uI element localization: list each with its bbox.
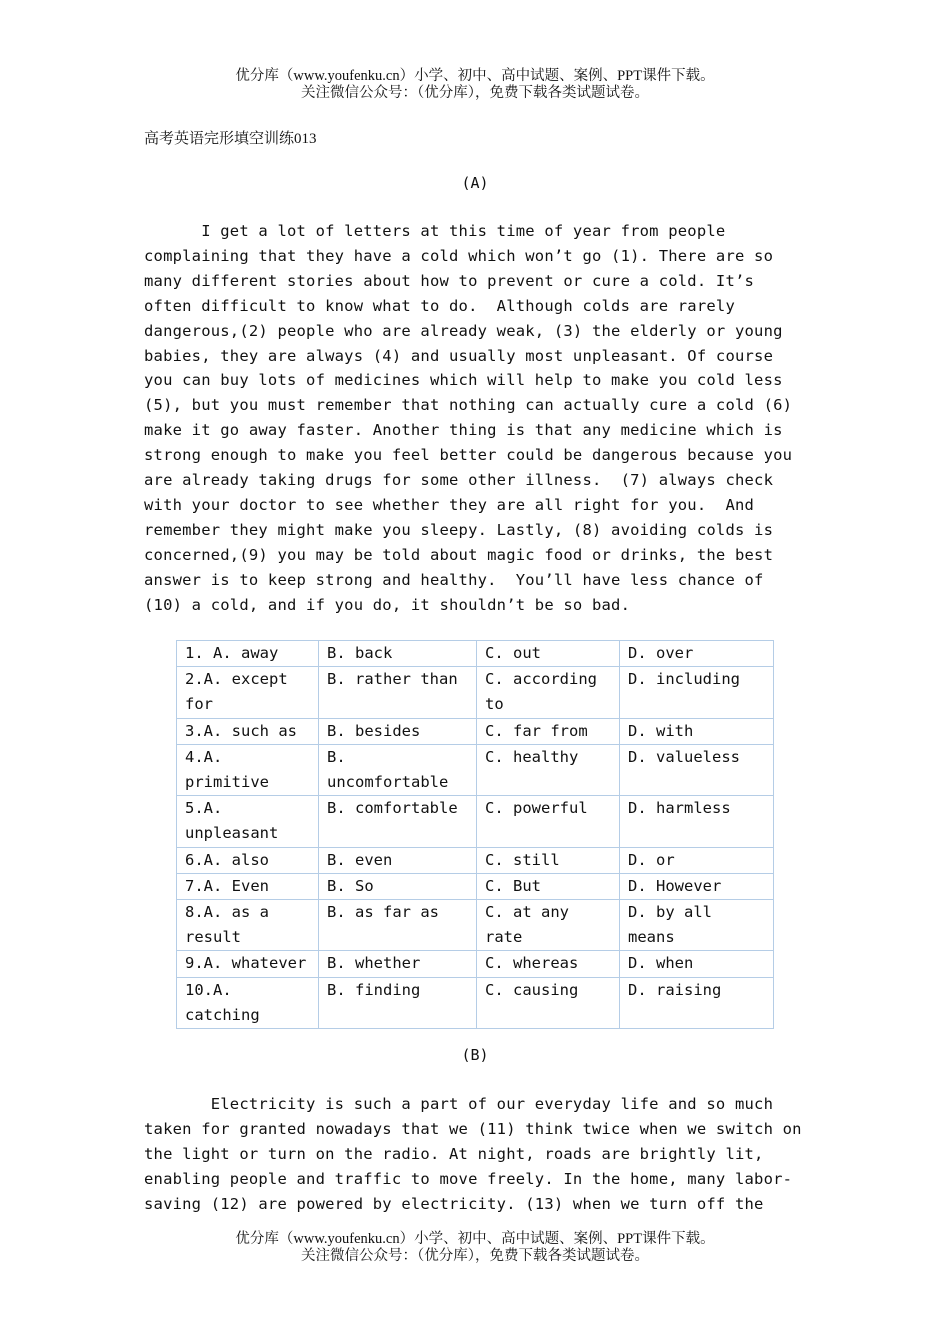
passage-line: the light or turn on the radio. At night, roads are brightly lit,: [144, 1144, 764, 1163]
option-cell: 6.A. also: [177, 847, 319, 873]
section-b-label: (B): [461, 1046, 489, 1064]
option-cell: 1. A. away: [177, 641, 319, 667]
document-title: 高考英语完形填空训练013: [144, 131, 317, 147]
section-a-label: (A): [461, 174, 489, 192]
option-cell: B. back: [319, 641, 477, 667]
option-cell: D. when: [620, 951, 774, 977]
option-cell: C. out: [477, 641, 620, 667]
passage-line: with your doctor to see whether they are all right for you. And: [144, 495, 755, 514]
passage-line: answer is to keep strong and healthy. You’ll have less chance of: [144, 570, 764, 589]
passage-line: Electricity is such a part of our everyday life and so much: [144, 1095, 774, 1113]
option-row: [177, 718, 774, 744]
option-row: [177, 641, 774, 667]
footer-line-1: 优分库（www.youfenku.cn）小学、初中、高中试题、案例、PPT课件下载。: [235, 1231, 715, 1247]
option-cell: 10.A. catching: [177, 977, 319, 1028]
option-row: [177, 667, 774, 718]
option-cell: 2.A. except for: [177, 667, 319, 718]
header-line-1: 优分库（www.youfenku.cn）小学、初中、高中试题、案例、PPT课件下载。: [235, 68, 715, 84]
option-row: [177, 951, 774, 977]
passage-line: saving (12) are powered by electricity. (13) when we turn off the: [144, 1194, 764, 1213]
option-cell: D. harmless: [620, 796, 774, 847]
option-cell: B. as far as: [319, 900, 477, 951]
option-cell: B. comfortable: [319, 796, 477, 847]
passage-line: concerned,(9) you may be told about magic food or drinks, the best: [144, 545, 774, 564]
answer-options-table: [176, 640, 774, 1029]
option-cell: C. powerful: [477, 796, 620, 847]
option-cell: D. However: [620, 873, 774, 899]
passage-line: strong enough to make you feel better could be dangerous because you: [144, 446, 793, 465]
option-cell: B. besides: [319, 718, 477, 744]
passage-line: remember they might make you sleepy. Lastly, (8) avoiding colds is: [144, 520, 774, 539]
header-line-2: 关注微信公众号：（优分库），免费下载各类试题试卷。: [301, 85, 649, 101]
option-cell: 5.A. unpleasant: [177, 796, 319, 847]
option-row: [177, 900, 774, 951]
passage-line: (5), but you must remember that nothing can actually cure a cold (6): [144, 396, 793, 415]
option-row: [177, 873, 774, 899]
passage-a: [144, 219, 792, 618]
option-cell: D. including: [620, 667, 774, 718]
option-row: [177, 744, 774, 795]
option-row: [177, 977, 774, 1028]
passage-line: taken for granted nowadays that we (11) think twice when we switch on: [144, 1119, 802, 1138]
option-cell: C. whereas: [477, 951, 620, 977]
passage-line: complaining that they have a cold which won’t go (1). There are so: [144, 246, 774, 265]
option-cell: C. causing: [477, 977, 620, 1028]
passage-line: you can buy lots of medicines which will help to make you cold less: [144, 371, 783, 390]
option-cell: D. over: [620, 641, 774, 667]
option-cell: D. raising: [620, 977, 774, 1028]
option-cell: C. at any rate: [477, 900, 620, 951]
option-cell: D. by all means: [620, 900, 774, 951]
footer-line-2: 关注微信公众号：（优分库），免费下载各类试题试卷。: [301, 1248, 649, 1264]
option-cell: B. rather than: [319, 667, 477, 718]
option-cell: B. whether: [319, 951, 477, 977]
option-cell: C. healthy: [477, 744, 620, 795]
option-cell: 7.A. Even: [177, 873, 319, 899]
option-cell: C. far from: [477, 718, 620, 744]
passage-line: are already taking drugs for some other illness. (7) always check: [144, 471, 774, 490]
option-cell: 9.A. whatever: [177, 951, 319, 977]
passage-line: many different stories about how to prevent or cure a cold. It’s: [144, 271, 755, 290]
passage-line: babies, they are always (4) and usually most unpleasant. Of course: [144, 346, 774, 365]
option-cell: C. according to: [477, 667, 620, 718]
option-cell: 4.A. primitive: [177, 744, 319, 795]
option-cell: D. valueless: [620, 744, 774, 795]
passage-line: enabling people and traffic to move freely. In the home, many labor-: [144, 1169, 793, 1188]
page-footer: [0, 1231, 950, 1265]
passage-line: make it go away faster. Another thing is that any medicine which is: [144, 421, 783, 440]
option-cell: B. even: [319, 847, 477, 873]
option-cell: B. uncomfortable: [319, 744, 477, 795]
option-cell: C. still: [477, 847, 620, 873]
page-header: [0, 68, 950, 102]
option-cell: B. So: [319, 873, 477, 899]
option-cell: D. with: [620, 718, 774, 744]
passage-line: often difficult to know what to do. Although colds are rarely: [144, 296, 735, 315]
option-cell: B. finding: [319, 977, 477, 1028]
option-cell: C. But: [477, 873, 620, 899]
passage-b: [144, 1092, 802, 1217]
passage-line: (10) a cold, and if you do, it shouldn’t be so bad.: [144, 595, 631, 614]
option-cell: 8.A. as a result: [177, 900, 319, 951]
passage-line: dangerous,(2) people who are already weak, (3) the elderly or young: [144, 321, 783, 340]
option-cell: 3.A. such as: [177, 718, 319, 744]
passage-line: I get a lot of letters at this time of year from people: [144, 222, 726, 240]
option-row: [177, 796, 774, 847]
option-cell: D. or: [620, 847, 774, 873]
option-row: [177, 847, 774, 873]
